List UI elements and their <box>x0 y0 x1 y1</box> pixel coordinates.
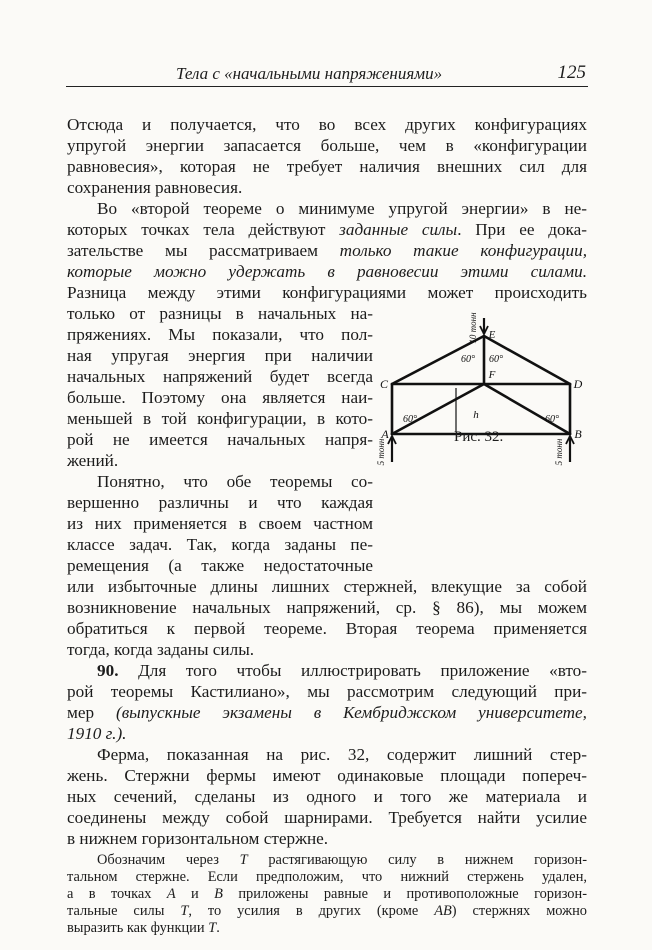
text-line: жень. Стержни фермы имеют одинаковые площади попереч- <box>67 766 587 785</box>
text-span: Обозначим через <box>97 852 240 868</box>
text-line: или избыточные длины лишних стержней, влекущие за собой <box>67 577 587 596</box>
text-line <box>97 660 587 681</box>
small-text-line: тальном стержне. Если предположим, что нижний стержень удален, <box>67 869 587 885</box>
label-F: F <box>488 369 496 381</box>
text-span: . <box>216 920 220 936</box>
member-A-F <box>392 384 484 434</box>
text-span: Для того чтобы иллюстрировать приложение «вто- <box>118 661 587 680</box>
text-line: в нижнем горизонтальном стержне. <box>67 829 329 848</box>
angle-at-E-right: 60° <box>489 354 503 365</box>
small-text-line <box>67 903 587 920</box>
label-D: D <box>573 377 583 391</box>
text-line: классе задач. Так, когда заданы пе- <box>67 535 373 554</box>
label-A: A <box>381 427 389 441</box>
text-line: которые можно удержать в равновесии этими силами. <box>67 262 587 281</box>
small-text-line <box>97 852 587 869</box>
text-line: тогда, когда заданы силы. <box>67 640 255 659</box>
text-line: Разница между этими конфигурациями может происходить <box>67 283 587 302</box>
text-line <box>67 240 587 261</box>
text-span: выразить как функции <box>67 920 209 936</box>
symbol: B <box>214 886 223 902</box>
symbol: A <box>166 886 176 902</box>
text-line: пряжениях. Мы показали, что пол- <box>67 325 373 344</box>
text-line: обратиться к первой теореме. Вторая теорема применяется <box>67 619 587 638</box>
text-span: ) стержнях можно <box>451 903 587 919</box>
running-title: Тела с «начальными напряжениями» <box>176 64 443 83</box>
text-span: которых точках тела действуют <box>67 220 340 239</box>
symbol: AB <box>434 903 452 919</box>
emphasis: (выпускные экзамены в Кембриджском университете, <box>116 703 587 722</box>
label-h: h <box>473 409 479 421</box>
emphasis: заданные силы <box>339 220 458 239</box>
text-line: ных сечений, сделаны из одного и того же материала и <box>67 787 587 806</box>
text-line: Ферма, показанная на рис. 32, содержит лишний стер- <box>97 745 587 764</box>
load-left-label: 5 тонн <box>376 438 386 466</box>
load-top-label: 10 тонн <box>468 312 478 344</box>
text-line: только от разницы в начальных на- <box>67 304 373 323</box>
label-C: C <box>379 377 389 391</box>
figure-caption: Рис. 32. <box>454 429 504 445</box>
text-line: рой теоремы Кастилиано», мы рассмотрим следующий при- <box>67 682 587 701</box>
label-E: E <box>488 329 496 341</box>
text-line: ная упругая энергия при наличии <box>67 346 373 365</box>
text-line: больше. Поэтому она является наи- <box>67 388 373 407</box>
text-line: вершенно различны и что каждая <box>67 493 373 512</box>
text-line: рой не имеется начальных напря- <box>67 430 373 449</box>
text-line: меньшей в той конфигурации, в кото- <box>67 409 373 428</box>
symbol: T <box>239 852 248 868</box>
text-line: Понятно, что обе теоремы со- <box>97 472 373 491</box>
text-line: начальных напряжений будет всегда <box>67 367 373 386</box>
text-span: . При ее дока- <box>457 220 587 239</box>
text-span: мер <box>67 703 116 722</box>
emphasis: только такие конфигурации, <box>339 241 587 260</box>
text-line: соединены между собой шарнирами. Требуется найти усилие <box>67 808 587 827</box>
text-span: растягивающую силу в нижнем горизон- <box>247 852 587 868</box>
text-line: упругой энергии запасается больше, чем в «конфигурации <box>67 136 587 155</box>
text-line: возникновение начальных напряжений, ср. § 86), мы можем <box>67 598 587 617</box>
text-span: , то усилия в других (кроме <box>188 903 435 919</box>
text-span: приложены равные и противоположные горизон- <box>222 886 587 902</box>
running-header <box>66 62 588 87</box>
text-line: 1910 г.). <box>67 724 127 743</box>
text-span: и <box>175 886 215 902</box>
symbol: T <box>208 920 217 936</box>
text-line: ремещения (а также недостаточные <box>67 556 373 575</box>
small-text-line <box>67 886 587 903</box>
text-span: тальные силы <box>67 903 181 919</box>
text-line: из них применяется в своем частном <box>67 514 373 533</box>
text-line <box>67 702 587 723</box>
text-line: Отсюда и получается, что во всех других конфигурациях <box>67 115 587 134</box>
load-right-label: 5 тонн <box>554 438 564 466</box>
angle-at-B: 60° <box>545 414 559 425</box>
page-number: 125 <box>557 62 586 83</box>
text-line: жений. <box>67 451 119 470</box>
truss-figure <box>376 312 590 466</box>
member-B-F <box>484 384 570 434</box>
label-B: B <box>574 427 582 441</box>
angle-at-A: 60° <box>403 414 417 425</box>
small-text-line <box>67 920 220 937</box>
section-number: 90. <box>97 661 119 680</box>
angle-at-E-left: 60° <box>461 354 475 365</box>
text-line <box>67 219 587 240</box>
text-span: зательстве мы рассматриваем <box>67 241 340 260</box>
text-line: равновесия», которая не требует наличия внешних сил для <box>67 157 587 176</box>
text-span: а в точках <box>67 886 167 902</box>
text-line: сохранения равновесия. <box>67 178 243 197</box>
text-line: Во «второй теореме о минимуме упругой энергии» в не- <box>97 199 587 218</box>
symbol: T <box>180 903 189 919</box>
